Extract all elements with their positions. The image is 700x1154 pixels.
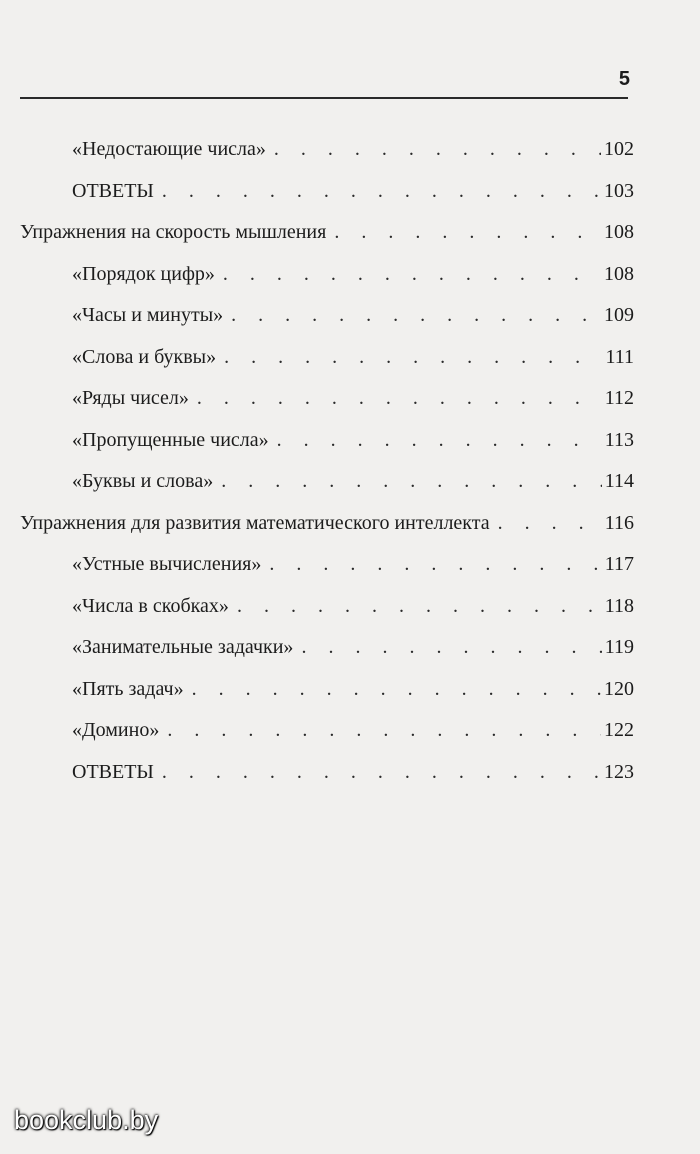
toc-entry-title: «Недостающие числа» [72, 138, 266, 160]
toc-entry-title: «Слова и буквы» [72, 345, 217, 368]
toc-entry [20, 429, 634, 471]
toc-leader-dots [221, 470, 602, 493]
toc-entry-page: 113 [604, 428, 634, 451]
toc-entry-page: 112 [604, 387, 634, 409]
watermark: bookclub.by [14, 1105, 159, 1135]
toc-entry-title: «Пять задач» [72, 677, 184, 700]
toc-entry-title: Упражнения на скорость мышления [20, 221, 327, 243]
toc-leader-dots [277, 429, 602, 452]
toc-entry-page: 102 [604, 138, 634, 160]
toc-leader-dots [167, 719, 601, 742]
toc-entry [20, 761, 634, 803]
toc-leader-dots [197, 387, 602, 410]
header-rule [20, 97, 628, 99]
toc-entry [20, 553, 634, 595]
toc-entry-page: 116 [604, 511, 634, 534]
toc-entry-title: «Порядок цифр» [72, 262, 215, 285]
toc-leader-dots [224, 346, 602, 369]
toc-entry [20, 678, 634, 720]
toc-entry-page: 119 [604, 636, 634, 658]
toc-entry [20, 595, 634, 637]
toc-entry [20, 719, 634, 761]
toc-leader-dots [231, 304, 601, 327]
toc-leader-dots [301, 636, 601, 659]
toc-entry [20, 304, 634, 346]
toc-entry-page: 111 [605, 345, 634, 368]
toc-leader-dots [223, 263, 601, 286]
toc-entry-page: 118 [604, 594, 634, 617]
toc-entry-title: ОТВЕТЫ [72, 760, 154, 783]
toc-entry-title: «Ряды чисел» [72, 387, 189, 409]
toc-leader-dots [162, 180, 601, 203]
toc-entry [20, 346, 634, 388]
toc-entry-title: ОТВЕТЫ [72, 179, 154, 202]
toc-entry-title: «Занимательные задачки» [72, 636, 294, 658]
toc-leader-dots [192, 678, 601, 701]
toc-entry [20, 263, 634, 305]
table-of-contents [20, 138, 634, 802]
toc-leader-dots [274, 138, 601, 161]
toc-entry-page: 103 [604, 179, 634, 202]
toc-entry-page: 108 [604, 262, 634, 285]
toc-entry-page: 120 [604, 677, 634, 700]
toc-leader-dots [237, 595, 602, 618]
toc-entry-title: «Часы и минуты» [72, 304, 224, 326]
toc-entry-page: 108 [604, 221, 634, 243]
toc-entry-title: Упражнения для развития математического интеллекта [20, 511, 490, 534]
page-number: 5 [618, 68, 630, 90]
toc-entry [20, 636, 634, 678]
toc-leader-dots [269, 553, 601, 576]
toc-entry [20, 138, 634, 180]
toc-entry-page: 114 [604, 470, 634, 492]
toc-entry-title: «Домино» [72, 719, 160, 741]
toc-entry [20, 470, 634, 512]
toc-entry [20, 512, 634, 554]
toc-entry-title: «Устные вычисления» [72, 553, 262, 575]
toc-entry [20, 180, 634, 222]
toc-entry-page: 117 [604, 553, 634, 575]
toc-entry-page: 122 [604, 719, 634, 741]
toc-entry-title: «Пропущенные числа» [72, 428, 269, 451]
toc-entry-title: «Числа в скобках» [72, 594, 229, 617]
toc-entry-title: «Буквы и слова» [72, 470, 214, 492]
toc-leader-dots [498, 512, 602, 535]
toc-entry [20, 387, 634, 429]
toc-entry [20, 221, 634, 263]
toc-leader-dots [162, 761, 601, 784]
toc-entry-page: 109 [604, 304, 634, 326]
toc-entry-page: 123 [604, 760, 634, 783]
toc-leader-dots [334, 221, 601, 244]
